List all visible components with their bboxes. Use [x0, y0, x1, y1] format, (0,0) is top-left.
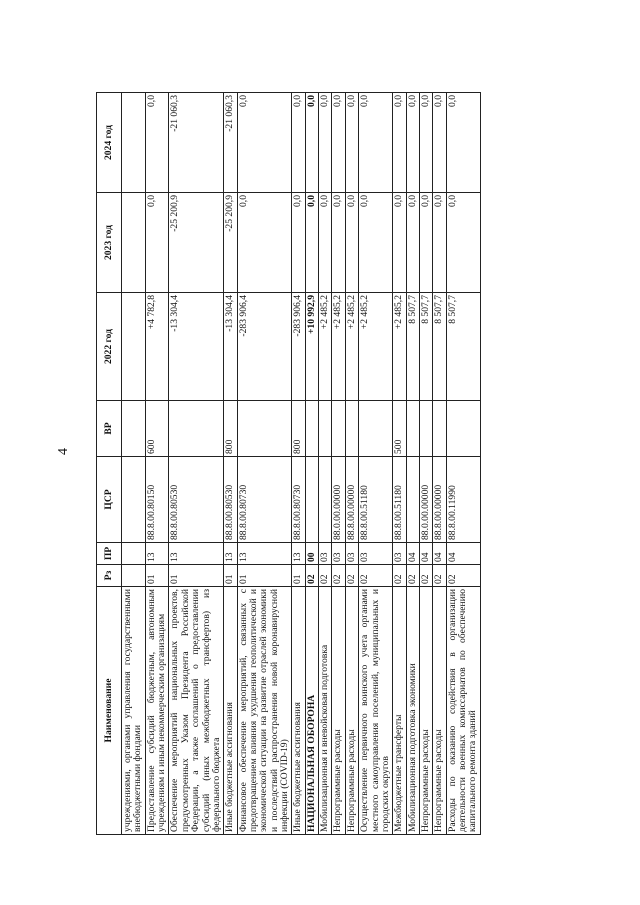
cell-y2022: +2 485,2 [345, 293, 358, 401]
cell-vr [446, 401, 480, 457]
table-row [393, 93, 406, 835]
cell-pr: 13 [224, 543, 237, 565]
cell-vr [345, 401, 358, 457]
cell-y2023: -25 200,9 [224, 193, 237, 293]
cell-rz: 02 [305, 565, 318, 587]
cell-y2024: 0,0 [406, 93, 419, 193]
cell-y2023: 0,0 [406, 193, 419, 293]
cell-name: Мобилизационная и вневойсковая подготовка [319, 587, 332, 835]
cell-y2023: 0,0 [305, 193, 318, 293]
cell-csr: 88.0.00.00000 [332, 457, 345, 543]
cell-name: Финансовое обеспечение мероприятий, связанных с предотвращением влияния ухудшения геополитической и экономической ситуации на развитие отраслей экономики и последствий распространения новой коронавирусной инфекции (COVID-19) [237, 587, 292, 835]
header-2022: 2022 год [97, 293, 122, 401]
cell-y2024: 0,0 [393, 93, 406, 193]
cell-pr: 03 [359, 543, 393, 565]
cell-name: Предоставление субсидий бюджетным, автономным учреждениям и иным некоммерческим организациям [145, 587, 169, 835]
cell-rz: 01 [224, 565, 237, 587]
cell-vr: 500 [393, 401, 406, 457]
table-row [406, 93, 419, 835]
cell-csr: 88.0.00.00000 [419, 457, 432, 543]
cell-y2022 [122, 293, 146, 401]
cell-y2022: -13 304,4 [169, 293, 224, 401]
cell-y2024: 0,0 [332, 93, 345, 193]
cell-name: Непрограммные расходы [345, 587, 358, 835]
header-row [97, 93, 122, 835]
cell-name: Расходы по оказанию содействия в организации деятельности военных комиссариатов по обеспечению капитального ремонта зданий [446, 587, 480, 835]
cell-pr: 04 [406, 543, 419, 565]
cell-y2022: +4 782,8 [145, 293, 169, 401]
cell-pr: 13 [169, 543, 224, 565]
cell-name: Непрограммные расходы [419, 587, 432, 835]
cell-vr [169, 401, 224, 457]
cell-pr: 04 [419, 543, 432, 565]
cell-rz: 02 [359, 565, 393, 587]
table-row [305, 93, 318, 835]
cell-y2022: 8 507,7 [419, 293, 432, 401]
table-row [446, 93, 480, 835]
cell-y2024: 0,0 [345, 93, 358, 193]
cell-y2024: 0,0 [237, 93, 292, 193]
cell-y2023 [122, 193, 146, 293]
cell-vr: 800 [292, 401, 305, 457]
cell-y2022: -283 906,4 [237, 293, 292, 401]
cell-pr: 13 [145, 543, 169, 565]
cell-y2022: +2 485,2 [359, 293, 393, 401]
cell-y2022: -13 304,4 [224, 293, 237, 401]
cell-pr: 03 [332, 543, 345, 565]
cell-y2023: 0,0 [345, 193, 358, 293]
cell-csr: 88.8.00.00000 [433, 457, 446, 543]
cell-name: Мобилизационная подготовка экономики [406, 587, 419, 835]
cell-y2022: 8 507,7 [406, 293, 419, 401]
cell-pr: 00 [305, 543, 318, 565]
cell-rz: 02 [406, 565, 419, 587]
cell-csr: 88.8.00.00000 [345, 457, 358, 543]
table-row [169, 93, 224, 835]
cell-name: Иные бюджетные ассигнования [224, 587, 237, 835]
cell-vr [237, 401, 292, 457]
cell-y2022: +2 485,2 [319, 293, 332, 401]
cell-y2022: +2 485,2 [393, 293, 406, 401]
cell-y2023: 0,0 [145, 193, 169, 293]
cell-y2023: 0,0 [292, 193, 305, 293]
cell-y2024: -21 060,3 [224, 93, 237, 193]
cell-y2023: 0,0 [359, 193, 393, 293]
cell-y2022: -283 906,4 [292, 293, 305, 401]
cell-name: Обеспечение мероприятий национальных проектов, предусмотренных Указом Президента Российской Федерации, а также соглашений о предоставлении субсидий (иных межбюджетных трансфертов) из федерального бюджета [169, 587, 224, 835]
table-row [237, 93, 292, 835]
cell-pr: 03 [393, 543, 406, 565]
cell-csr: 88.8.00.11990 [446, 457, 480, 543]
rotated-table-container [96, 93, 481, 835]
table-body [122, 93, 481, 835]
cell-name: Осуществление первичного воинского учета органами местного самоуправления поселений, муниципальных и городских округов [359, 587, 393, 835]
cell-csr [122, 457, 146, 543]
cell-y2024: 0,0 [433, 93, 446, 193]
cell-pr [122, 543, 146, 565]
cell-vr [433, 401, 446, 457]
cell-pr: 13 [292, 543, 305, 565]
header-pr: ПР [97, 543, 122, 565]
cell-rz: 02 [319, 565, 332, 587]
cell-y2024 [122, 93, 146, 193]
cell-vr [122, 401, 146, 457]
cell-csr: 88.8.00.80730 [292, 457, 305, 543]
table-row [122, 93, 146, 835]
header-csr: ЦСР [97, 457, 122, 543]
cell-vr: 800 [224, 401, 237, 457]
cell-y2023: 0,0 [319, 193, 332, 293]
header-2023: 2023 год [97, 193, 122, 293]
header-vr: ВР [97, 401, 122, 457]
cell-vr [419, 401, 432, 457]
cell-vr [406, 401, 419, 457]
cell-pr: 04 [433, 543, 446, 565]
cell-y2024: 0,0 [419, 93, 432, 193]
budget-table [96, 92, 481, 835]
cell-y2024: 0,0 [446, 93, 480, 193]
cell-rz: 02 [345, 565, 358, 587]
table-row [433, 93, 446, 835]
cell-name: Межбюджетные трансферты [393, 587, 406, 835]
cell-y2023: 0,0 [237, 193, 292, 293]
page-number: 4 [56, 448, 71, 455]
cell-rz: 01 [237, 565, 292, 587]
cell-rz: 01 [145, 565, 169, 587]
table-row [359, 93, 393, 835]
cell-pr: 13 [237, 543, 292, 565]
cell-rz: 02 [446, 565, 480, 587]
cell-y2022: 8 507,7 [433, 293, 446, 401]
cell-y2024: 0,0 [359, 93, 393, 193]
cell-name: Иные бюджетные ассигнования [292, 587, 305, 835]
cell-y2022: +2 485,2 [332, 293, 345, 401]
cell-y2022: +10 992,9 [305, 293, 318, 401]
cell-name: Непрограммные расходы [433, 587, 446, 835]
cell-csr: 88.8.00.51180 [393, 457, 406, 543]
cell-rz: 02 [393, 565, 406, 587]
cell-vr [319, 401, 332, 457]
cell-vr [332, 401, 345, 457]
cell-csr: 88.8.00.51180 [359, 457, 393, 543]
cell-csr [319, 457, 332, 543]
cell-name: НАЦИОНАЛЬНАЯ ОБОРОНА [305, 587, 318, 835]
cell-rz: 01 [169, 565, 224, 587]
cell-y2024: 0,0 [145, 93, 169, 193]
table-row [319, 93, 332, 835]
header-2024: 2024 год [97, 93, 122, 193]
cell-vr [305, 401, 318, 457]
header-rz: Рз [97, 565, 122, 587]
cell-csr: 88.8.00.80530 [169, 457, 224, 543]
table-row [145, 93, 169, 835]
cell-y2023: 0,0 [419, 193, 432, 293]
cell-y2024: 0,0 [305, 93, 318, 193]
cell-name: учреждениями, органами управления государственными внебюджетными фондами [122, 587, 146, 835]
cell-rz: 02 [332, 565, 345, 587]
table-row [332, 93, 345, 835]
cell-vr: 600 [145, 401, 169, 457]
cell-rz: 01 [292, 565, 305, 587]
cell-csr: 88.8.00.80730 [237, 457, 292, 543]
table-row [419, 93, 432, 835]
cell-y2024: -21 060,3 [169, 93, 224, 193]
cell-y2022: 8 507,7 [446, 293, 480, 401]
cell-y2024: 0,0 [292, 93, 305, 193]
cell-y2023: 0,0 [332, 193, 345, 293]
cell-rz: 02 [433, 565, 446, 587]
header-name: Наименование [97, 587, 122, 835]
cell-pr: 03 [319, 543, 332, 565]
cell-rz: 02 [419, 565, 432, 587]
cell-pr: 03 [345, 543, 358, 565]
cell-csr [305, 457, 318, 543]
cell-y2024: 0,0 [319, 93, 332, 193]
cell-pr: 04 [446, 543, 480, 565]
table-row [292, 93, 305, 835]
cell-name: Непрограммные расходы [332, 587, 345, 835]
cell-y2023: -25 200,9 [169, 193, 224, 293]
table-row [224, 93, 237, 835]
cell-y2023: 0,0 [433, 193, 446, 293]
cell-csr: 88.8.00.80530 [224, 457, 237, 543]
cell-rz [122, 565, 146, 587]
cell-y2023: 0,0 [446, 193, 480, 293]
cell-vr [359, 401, 393, 457]
cell-csr [406, 457, 419, 543]
cell-csr: 88.8.00.80150 [145, 457, 169, 543]
table-row [345, 93, 358, 835]
cell-y2023: 0,0 [393, 193, 406, 293]
